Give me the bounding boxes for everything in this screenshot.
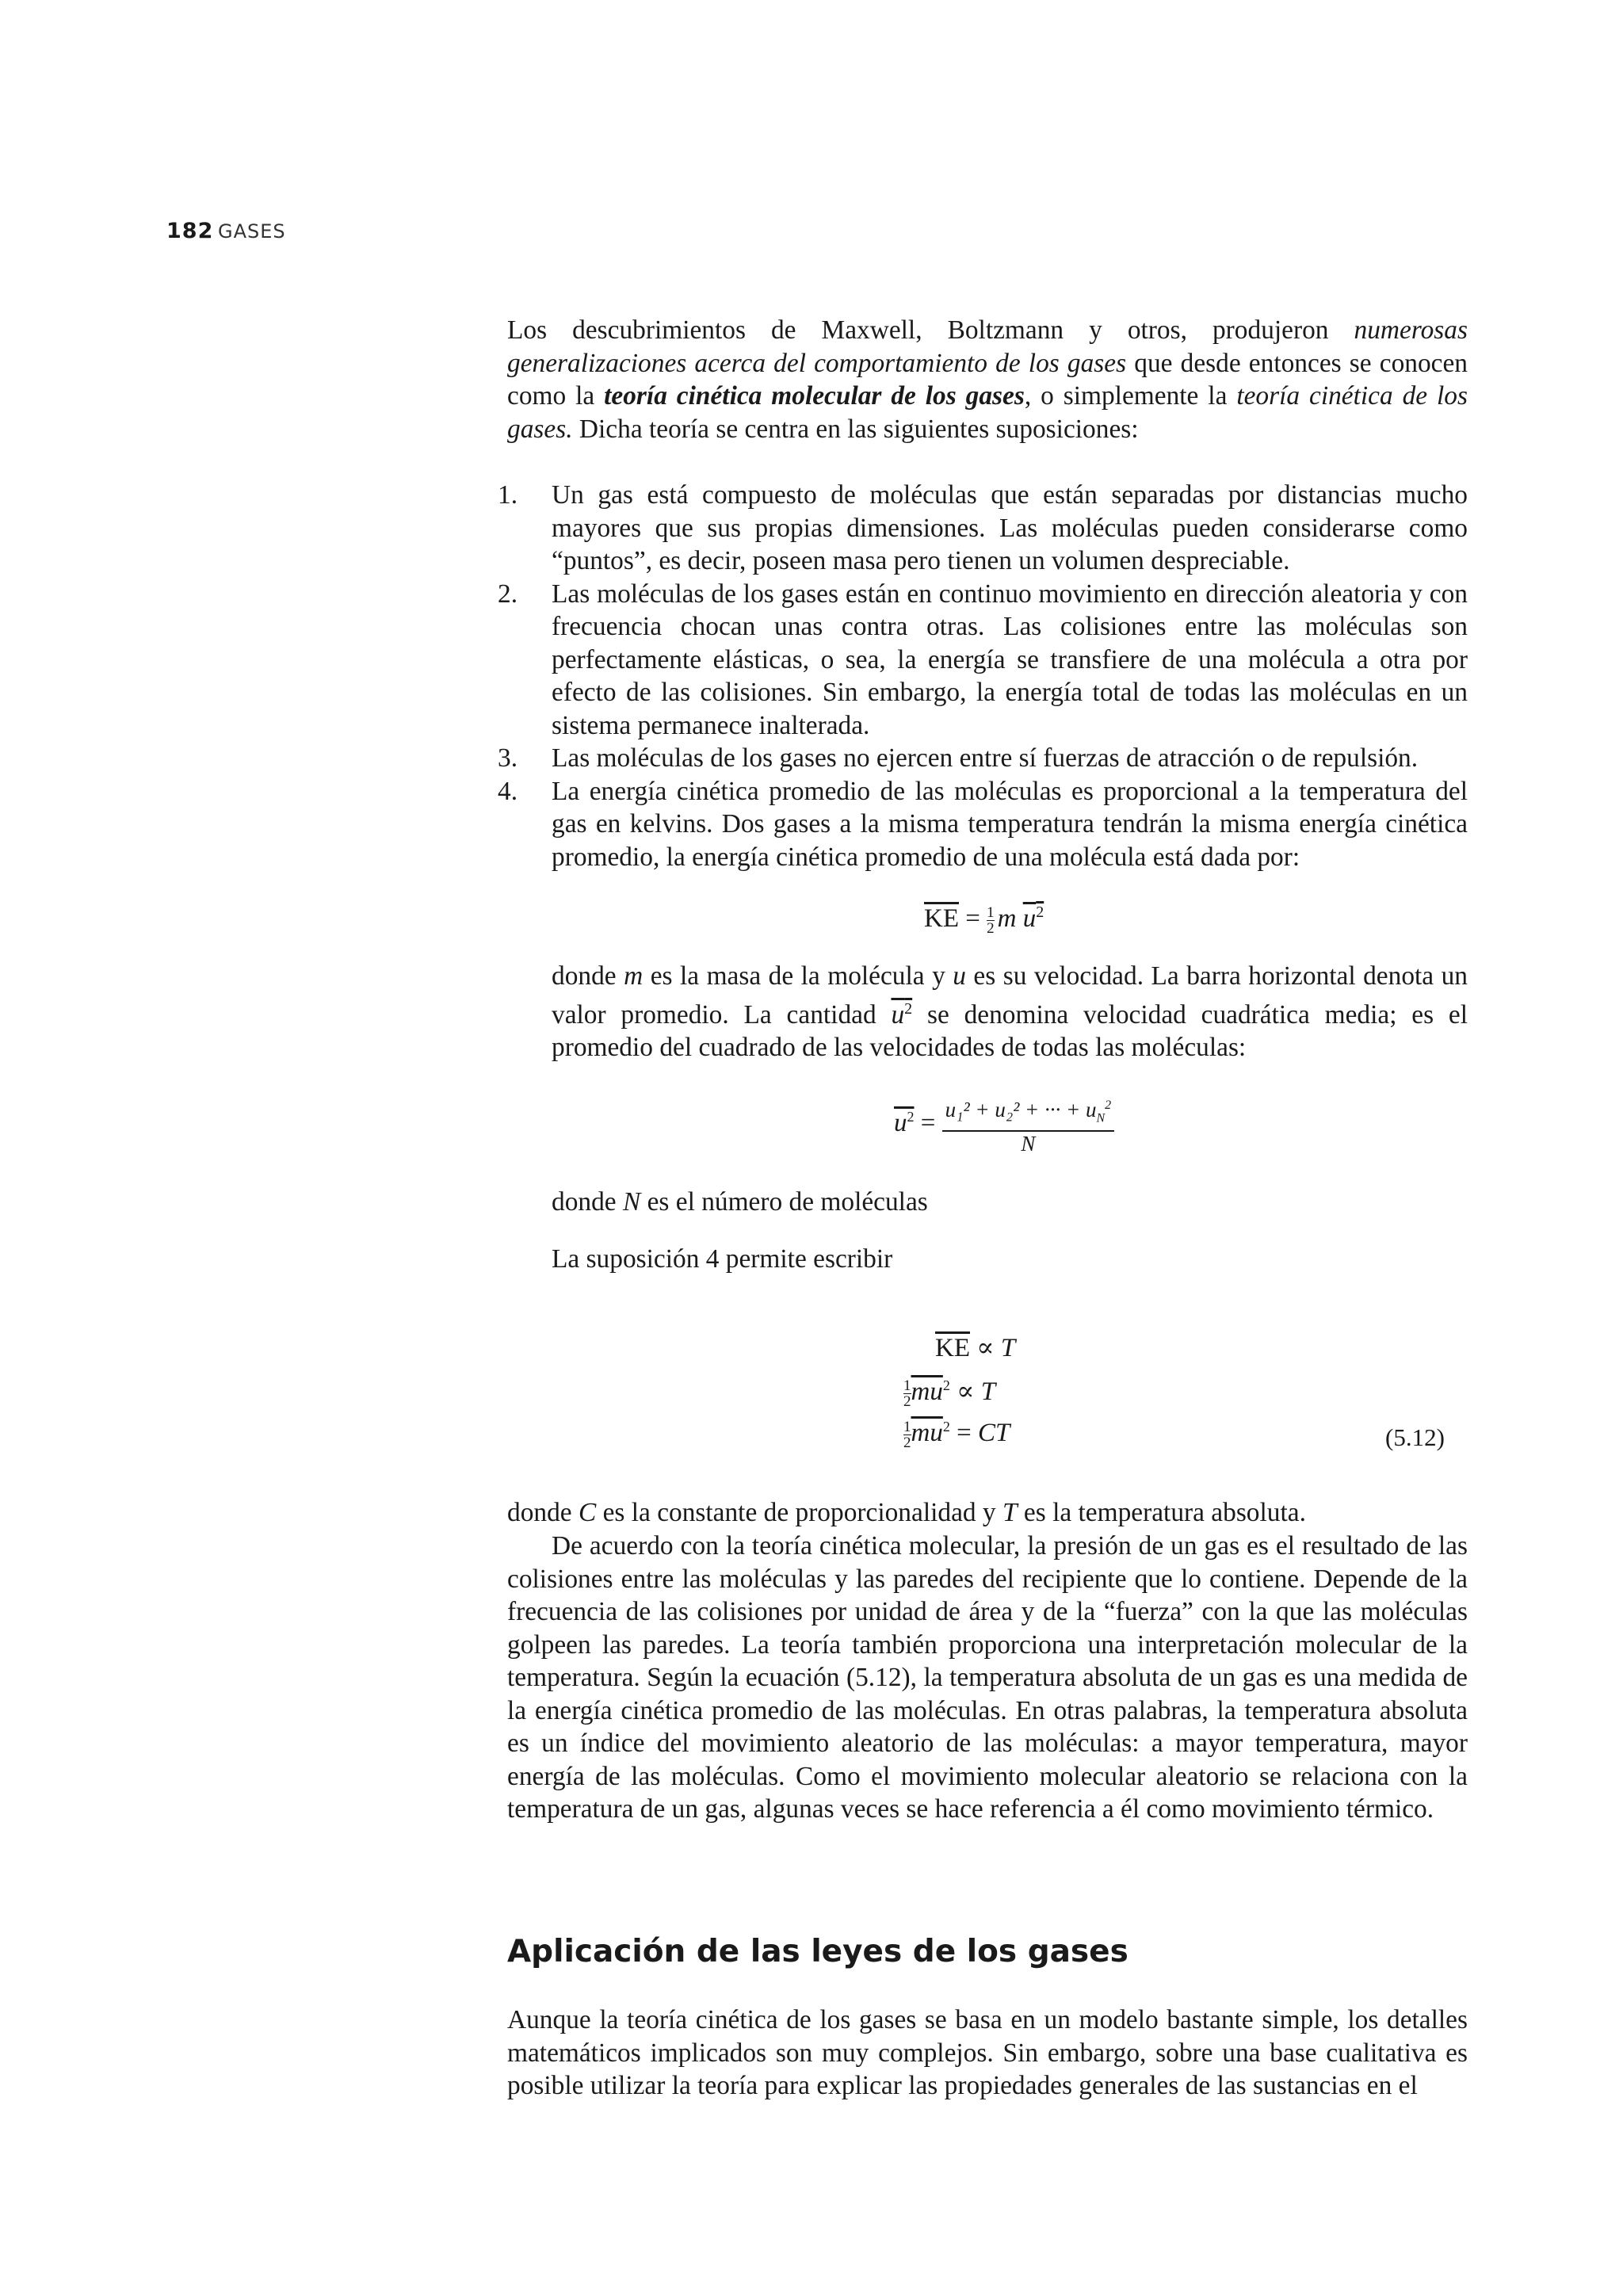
equation-label: (5.12) (1385, 1423, 1445, 1451)
eq2-numerator-sup: 2 (1105, 1098, 1112, 1112)
list-item-text: Las moléculas de los gases no ejercen entre sí fuerzas de atracción o de repulsión. (552, 743, 1419, 773)
text: donde (507, 1498, 579, 1527)
intro-italic-kinetic-theory: teoría cinética de los gases. (507, 381, 1468, 444)
intro-text: , o simplemente la (1024, 381, 1237, 411)
eq-half-den: 2 (987, 919, 995, 937)
eq3-t: T (1000, 1334, 1016, 1362)
paragraph-where-n (552, 1186, 928, 1219)
running-head: GASES (218, 220, 286, 243)
eq3-half-den: 2 (903, 1434, 911, 1451)
eq-ke: $\overline{KE}$ (924, 904, 959, 933)
eq2-sup: 2 (907, 1108, 915, 1125)
eq-sup: 2 (1036, 904, 1044, 921)
var-u-bar: u (891, 999, 905, 1030)
eq2-numerator-sub: N (1096, 1111, 1106, 1125)
intro-text: que desde entonces se conocen como la (507, 348, 1468, 411)
paragraph-assumption-4: La suposición 4 permite escribir (552, 1244, 893, 1274)
equation-mu2-prop-t (903, 1375, 995, 1409)
list-item-number: 4. (498, 776, 518, 806)
eq-m: m (997, 904, 1017, 933)
eq3-prop: ∝ (970, 1334, 1001, 1362)
list-item-number: 1. (498, 480, 518, 510)
eq3-ct: CT (977, 1419, 1010, 1447)
eq3-equals: = (949, 1419, 978, 1447)
section-heading: Aplicación de las leyes de los gases (507, 1934, 1128, 1969)
eq2-equals: = (914, 1108, 942, 1137)
page-number: 182 (166, 219, 214, 243)
text: donde (552, 1187, 623, 1217)
eq2-fraction (942, 1094, 1115, 1156)
text: se denomina velocidad cuadrática media; es el promedio del cuadrado de las velocidades de todas las moléculas: (552, 999, 1468, 1063)
intro-italic-generalizations: numerosas generalizaciones acerca del comportamiento de los gases (507, 315, 1468, 378)
eq3-prop: ∝ (949, 1377, 981, 1406)
eq3-sup: 2 (942, 1377, 950, 1393)
sup: 2 (904, 999, 913, 1018)
eq-half (987, 905, 995, 936)
eq-u: u (1022, 904, 1037, 933)
equation-mean-square-speed (894, 1094, 1114, 1156)
list-item-number: 3. (498, 743, 518, 773)
var-u: u (953, 961, 966, 991)
var-c: C (578, 1498, 597, 1527)
list-item (498, 775, 1468, 874)
eq3-half-num: 1 (903, 1377, 911, 1394)
eq2-denominator: N (1021, 1132, 1036, 1156)
intro-text: Dicha teoría se centra en las siguientes suposiciones: (572, 414, 1139, 444)
text: es su velocidad. La barra horizontal denota un valor promedio. La cantidad (552, 961, 1468, 1030)
text: es la masa de la molécula y (643, 961, 953, 991)
text: donde (552, 961, 624, 991)
eq3-mu: $\overline{mu}$ (911, 1377, 943, 1406)
list-item (498, 479, 1468, 578)
list-item-text: La energía cinética promedio de las moléculas es proporcional a la temperatura del gas en kelvins. Dos gases a la misma temperatura tendrán la misma energía cinética promedio, la energía cinética promedio de una molécula está dada por: (552, 776, 1468, 872)
paragraph-where-c-t (507, 1496, 1468, 1530)
eq3-sup: 2 (942, 1419, 950, 1435)
eq3-half (903, 1378, 911, 1409)
paragraph-application: Aunque la teoría cinética de los gases se basa en un modelo bastante simple, los detalles matemáticos implicados son muy complejos. Sin embargo, sobre una base cualitativa es posible utilizar la teoría para explicar las propiedades generales de las sustancias en el (507, 2005, 1468, 2100)
eq3-half-num: 1 (903, 1418, 911, 1435)
list-item (498, 578, 1468, 743)
paragraph-pressure-temperature: De acuerdo con la teoría cinética molecular, la presión de un gas es el resultado de las colisiones entre las moléculas y las paredes del recipiente que lo contiene. Depende de la frecuencia de las colisiones por unidad de área y de la “fuerza” con la que las moléculas golpeen las paredes. La teoría también proporciona una interpretación molecular de la temperatura. Según la ecuación (5.12), la temperatura absoluta de un gas es una medida de la energía cinética promedio de las moléculas. En otras palabras, la temperatura absoluta es un índice del movimiento aleatorio de las moléculas: a mayor temperatura, mayor energía de las moléculas. Como el movimiento molecular aleatorio se relaciona con la temperatura de un gas, algunas veces se hace referencia a él como movimiento térmico. (507, 1531, 1468, 1824)
eq3-half (903, 1419, 911, 1450)
equation-ke-prop-t (935, 1331, 1015, 1363)
paragraph-where-m-u (552, 960, 1468, 1064)
eq-equals: = (959, 904, 987, 933)
list-item-text: Las moléculas de los gases están en continuo movimiento en dirección aleatoria y con frecuencia chocan unas contra otras. Las colisiones entre las moléculas son perfectamente elásticas, o sea, la energía se transfiere de una molécula a otra por efecto de las colisiones. Sin embargo, la energía total de todas las moléculas en un sistema permanece inalterada. (552, 579, 1468, 740)
eq3-t: T (980, 1377, 996, 1406)
equation-mu2-equals-ct (903, 1419, 1010, 1450)
eq2-numerator: u₁² + u₂² + ··· + u (945, 1098, 1097, 1121)
list-item (498, 742, 1468, 775)
text: es la constante de proporcionalidad y (596, 1498, 1002, 1527)
equation-kinetic-energy (924, 904, 1044, 936)
list-item-text: Un gas está compuesto de moléculas que están separadas por distancias mucho mayores que sus propias dimensiones. Las moléculas pueden considerarse como “puntos”, es decir, poseen masa pero tienen un volumen despreciable. (552, 480, 1468, 575)
eq3-ke: $\overline{KE}$ (935, 1334, 970, 1362)
eq3-mu: $\overline{mu}$ (911, 1419, 943, 1447)
eq2-u: u (894, 1108, 907, 1137)
text: es el número de moléculas (640, 1187, 928, 1217)
eq3-half-den: 2 (903, 1392, 911, 1410)
var-n: N (622, 1187, 641, 1217)
var-m: m (624, 961, 643, 991)
list-item-number: 2. (498, 579, 518, 609)
var-t: T (1002, 1498, 1018, 1527)
intro-text: Los descubrimientos de Maxwell, Boltzmann y otros, produjeron (507, 315, 1354, 345)
intro-term-kinetic-theory: teoría cinética molecular de los gases (604, 381, 1025, 411)
eq-half-num: 1 (987, 904, 995, 921)
text: es la temperatura absoluta. (1017, 1498, 1306, 1527)
intro-paragraph (507, 314, 1468, 445)
assumptions-list (498, 479, 1468, 873)
